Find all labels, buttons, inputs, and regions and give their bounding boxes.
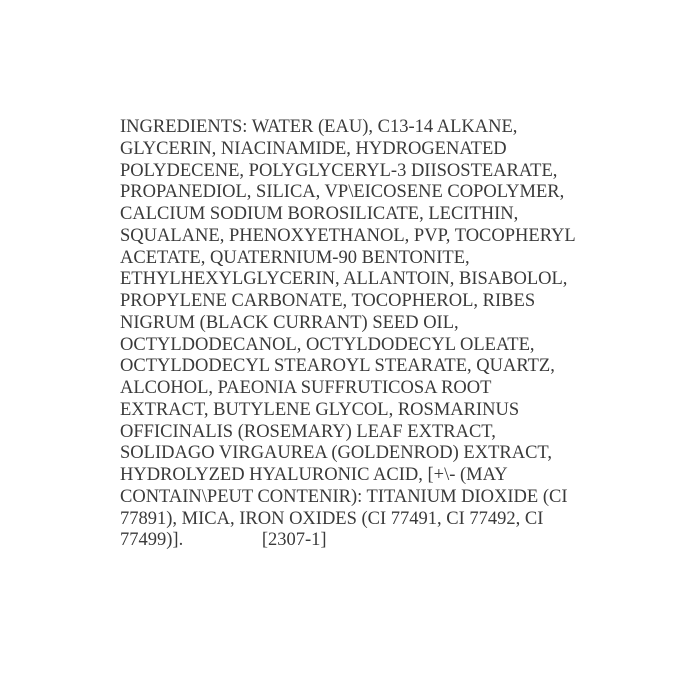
ingredient-line: GLYCERIN, NIACINAMIDE, HYDROGENATED — [120, 138, 507, 159]
ingredient-line: ALCOHOL, PAEONIA SUFFRUTICOSA ROOT — [120, 378, 492, 398]
ingredient-line: OCTYLDODECYL STEAROYL STEARATE, QUARTZ, — [120, 356, 555, 377]
ingredient-line: ACETATE, QUATERNIUM-90 BENTONITE, — [120, 247, 470, 268]
ingredient-line: PROPYLENE CARBONATE, TOCOPHEROL, RIBES — [120, 291, 536, 311]
ingredient-line: CONTAIN\PEUT CONTENIR): TITANIUM DIOXIDE (CI — [120, 486, 568, 507]
ingredient-line: CALCIUM SODIUM BOROSILICATE, LECITHIN, — [120, 204, 519, 224]
ingredient-line-last: 77499)]. [2307-1] — [120, 530, 327, 551]
ingredient-line: SQUALANE, PHENOXYETHANOL, PVP, TOCOPHERYL — [120, 225, 576, 246]
ingredient-line: HYDROLYZED HYALURONIC ACID, [+\- (MAY — [120, 465, 508, 485]
ingredient-line: OFFICINALIS (ROSEMARY) LEAF EXTRACT, — [120, 421, 496, 442]
ingredient-line: NIGRUM (BLACK CURRANT) SEED OIL, — [120, 312, 459, 333]
ingredient-line: ETHYLHEXYLGLYCERIN, ALLANTOIN, BISABOLOL, — [120, 269, 568, 290]
ingredient-line: POLYDECENE, POLYGLYCERYL-3 DIISOSTEARATE, — [120, 160, 558, 181]
ingredient-line: OCTYLDODECANOL, OCTYLDODECYL OLEATE, — [120, 334, 535, 355]
ingredient-line: PROPANEDIOL, SILICA, VP\EICOSENE COPOLYMER, — [120, 182, 565, 203]
ingredient-line: EXTRACT, BUTYLENE GLYCOL, ROSMARINUS — [120, 399, 520, 420]
ingredient-line: INGREDIENTS: WATER (EAU), C13-14 ALKANE, — [120, 117, 518, 137]
ingredient-line: 77891), MICA, IRON OXIDES (CI 77491, CI 77492, CI — [120, 508, 544, 529]
ingredient-line: SOLIDAGO VIRGAUREA (GOLDENROD) EXTRACT, — [120, 443, 552, 464]
ingredients-text-block — [120, 117, 590, 552]
